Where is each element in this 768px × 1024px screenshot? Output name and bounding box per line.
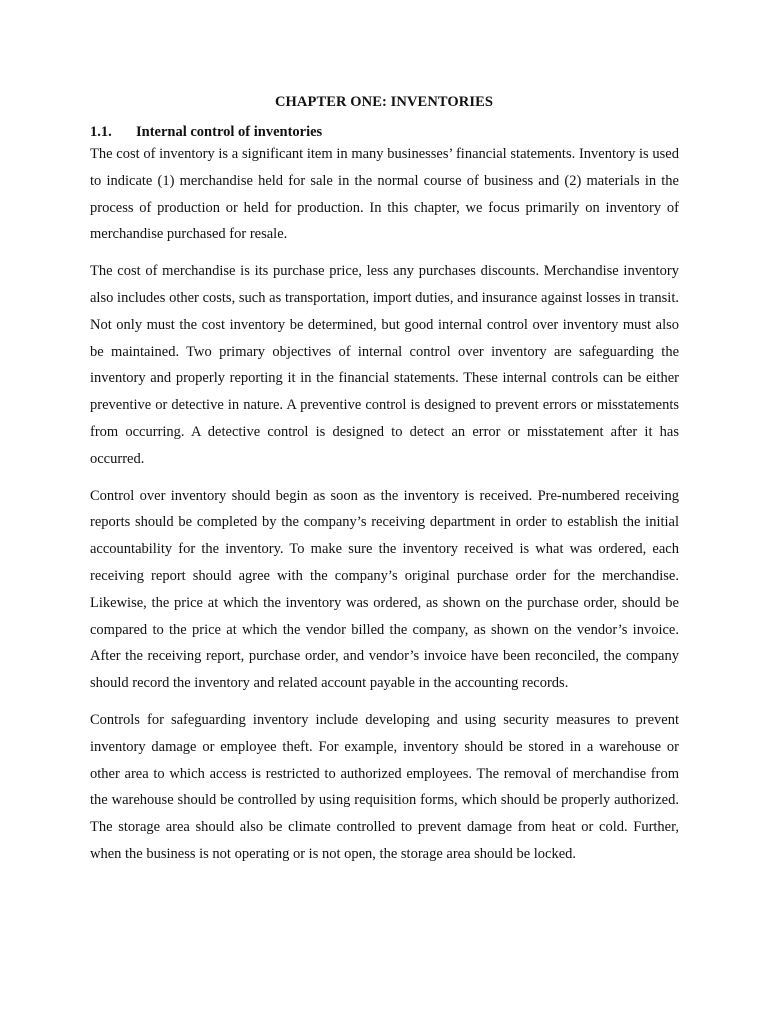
paragraph-1: The cost of inventory is a significant item in many businesses’ financial statements. Inventory is used to indicate (1) merchandise held for sale in the normal course of business and (2) materials in the process of production or held for production. In this chapter, we focus primarily on inventory of merchandise purchased for resale.	[90, 146, 679, 243]
body-text	[90, 141, 679, 878]
paragraph-4: Controls for safeguarding inventory include developing and using security measures to prevent inventory damage or employee theft. For example, inventory should be stored in a warehouse or other area to which access is restricted to authorized employees. The removal of merchandise from the warehouse should be controlled by using requisition forms, which should be properly authorized. The storage area should also be climate controlled to prevent damage from heat or cold. Further, when the business is not operating or is not open, the storage area should be locked.	[90, 711, 679, 862]
chapter-title: CHAPTER ONE: INVENTORIES	[274, 94, 494, 110]
section-number: 1.1.	[90, 124, 112, 140]
paragraph-3: Control over inventory should begin as soon as the inventory is received. Pre-numbered receiving reports should be completed by the company’s receiving department in order to establish the initial accountability for the inventory. To make sure the inventory received is what was ordered, each receiving report should agree with the company’s original purchase order for the merchandise. Likewise, the price at which the inventory was ordered, as shown on the purchase order, should be compared to the price at which the vendor billed the company, as shown on the vendor’s invoice. After the receiving report, purchase order, and vendor’s invoice have been reconciled, the company should record the inventory and related account payable in the accounting records.	[90, 487, 679, 692]
section-title: Internal control of inventories	[136, 124, 323, 140]
section-heading	[90, 123, 322, 141]
paragraph-2: The cost of merchandise is its purchase price, less any purchases discounts. Merchandise inventory also includes other costs, such as transportation, import duties, and insurance against losses in transit. Not only must the cost inventory be determined, but good internal control over inventory must also be maintained. Two primary objectives of internal control over inventory are safeguarding the inventory and properly reporting it in the financial statements. These internal controls can be either preventive or detective in nature. A preventive control is designed to prevent errors or misstatements from occurring. A detective control is designed to detect an error or misstatement after it has occurred.	[90, 263, 679, 467]
